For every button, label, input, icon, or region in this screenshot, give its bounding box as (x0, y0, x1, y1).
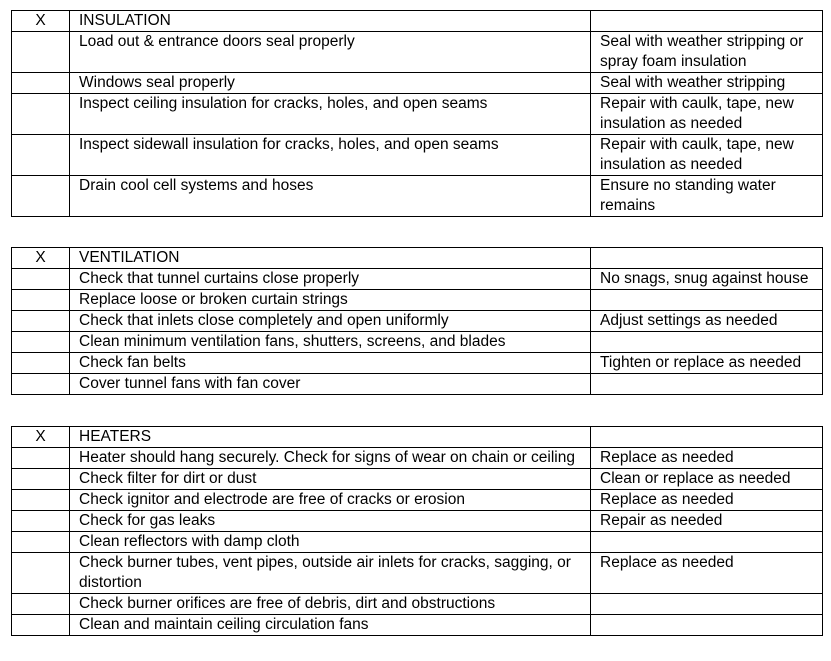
check-cell[interactable] (12, 511, 70, 532)
task-cell: Windows seal properly (70, 73, 591, 94)
action-cell (591, 290, 823, 311)
check-cell[interactable] (12, 73, 70, 94)
check-cell[interactable] (12, 269, 70, 290)
task-cell: Check fan belts (70, 353, 591, 374)
table-row (12, 332, 823, 353)
check-cell[interactable] (12, 553, 70, 594)
section-header-row (12, 11, 823, 32)
table-row (12, 448, 823, 469)
table-row (12, 135, 823, 176)
task-cell: Check burner orifices are free of debris, dirt and obstructions (70, 594, 591, 615)
action-cell: Repair with caulk, tape, new insulation as needed (591, 135, 823, 176)
action-cell (591, 532, 823, 553)
table-row (12, 94, 823, 135)
table-row (12, 311, 823, 332)
action-cell (591, 374, 823, 395)
table-row (12, 353, 823, 374)
task-cell: Check for gas leaks (70, 511, 591, 532)
action-cell: No snags, snug against house (591, 269, 823, 290)
check-cell[interactable] (12, 469, 70, 490)
action-cell: Clean or replace as needed (591, 469, 823, 490)
check-cell[interactable] (12, 374, 70, 395)
check-column-header: X (12, 248, 70, 269)
table-row (12, 490, 823, 511)
task-cell: Cover tunnel fans with fan cover (70, 374, 591, 395)
table-row (12, 594, 823, 615)
task-cell: Check ignitor and electrode are free of cracks or erosion (70, 490, 591, 511)
section-header-row (12, 248, 823, 269)
check-cell[interactable] (12, 135, 70, 176)
task-cell: Check burner tubes, vent pipes, outside air inlets for cracks, sagging, or distortion (70, 553, 591, 594)
section-title: HEATERS (70, 427, 591, 448)
section-title: VENTILATION (70, 248, 591, 269)
action-cell: Replace as needed (591, 490, 823, 511)
action-cell: Repair with caulk, tape, new insulation as needed (591, 94, 823, 135)
action-cell: Repair as needed (591, 511, 823, 532)
table-row (12, 532, 823, 553)
task-cell: Drain cool cell systems and hoses (70, 176, 591, 217)
action-cell: Seal with weather stripping (591, 73, 823, 94)
action-cell (591, 615, 823, 636)
task-cell: Clean and maintain ceiling circulation fans (70, 615, 591, 636)
ventilation-table (11, 247, 823, 395)
table-row (12, 32, 823, 73)
check-cell[interactable] (12, 176, 70, 217)
check-column-header: X (12, 427, 70, 448)
table-row (12, 73, 823, 94)
task-cell: Check filter for dirt or dust (70, 469, 591, 490)
task-cell: Check that inlets close completely and open uniformly (70, 311, 591, 332)
section-header-row (12, 427, 823, 448)
action-column-header (591, 248, 823, 269)
task-cell: Load out & entrance doors seal properly (70, 32, 591, 73)
table-row (12, 511, 823, 532)
action-cell: Tighten or replace as needed (591, 353, 823, 374)
check-cell[interactable] (12, 94, 70, 135)
action-column-header (591, 427, 823, 448)
check-cell[interactable] (12, 332, 70, 353)
action-cell: Ensure no standing water remains (591, 176, 823, 217)
table-row (12, 469, 823, 490)
action-cell: Replace as needed (591, 553, 823, 594)
insulation-table (11, 10, 823, 217)
task-cell: Check that tunnel curtains close properly (70, 269, 591, 290)
task-cell: Inspect ceiling insulation for cracks, holes, and open seams (70, 94, 591, 135)
table-row (12, 374, 823, 395)
heaters-table (11, 426, 823, 636)
check-column-header: X (12, 11, 70, 32)
table-row (12, 290, 823, 311)
check-cell[interactable] (12, 311, 70, 332)
table-row (12, 615, 823, 636)
check-cell[interactable] (12, 290, 70, 311)
check-cell[interactable] (12, 594, 70, 615)
check-cell[interactable] (12, 448, 70, 469)
check-cell[interactable] (12, 532, 70, 553)
task-cell: Inspect sidewall insulation for cracks, holes, and open seams (70, 135, 591, 176)
table-row (12, 269, 823, 290)
check-cell[interactable] (12, 353, 70, 374)
action-cell (591, 332, 823, 353)
check-cell[interactable] (12, 615, 70, 636)
action-cell: Adjust settings as needed (591, 311, 823, 332)
action-cell (591, 594, 823, 615)
action-cell: Replace as needed (591, 448, 823, 469)
table-row (12, 553, 823, 594)
task-cell: Replace loose or broken curtain strings (70, 290, 591, 311)
action-cell: Seal with weather stripping or spray foam insulation (591, 32, 823, 73)
task-cell: Clean minimum ventilation fans, shutters, screens, and blades (70, 332, 591, 353)
task-cell: Clean reflectors with damp cloth (70, 532, 591, 553)
section-title: INSULATION (70, 11, 591, 32)
check-cell[interactable] (12, 32, 70, 73)
table-row (12, 176, 823, 217)
check-cell[interactable] (12, 490, 70, 511)
task-cell: Heater should hang securely. Check for signs of wear on chain or ceiling (70, 448, 591, 469)
action-column-header (591, 11, 823, 32)
